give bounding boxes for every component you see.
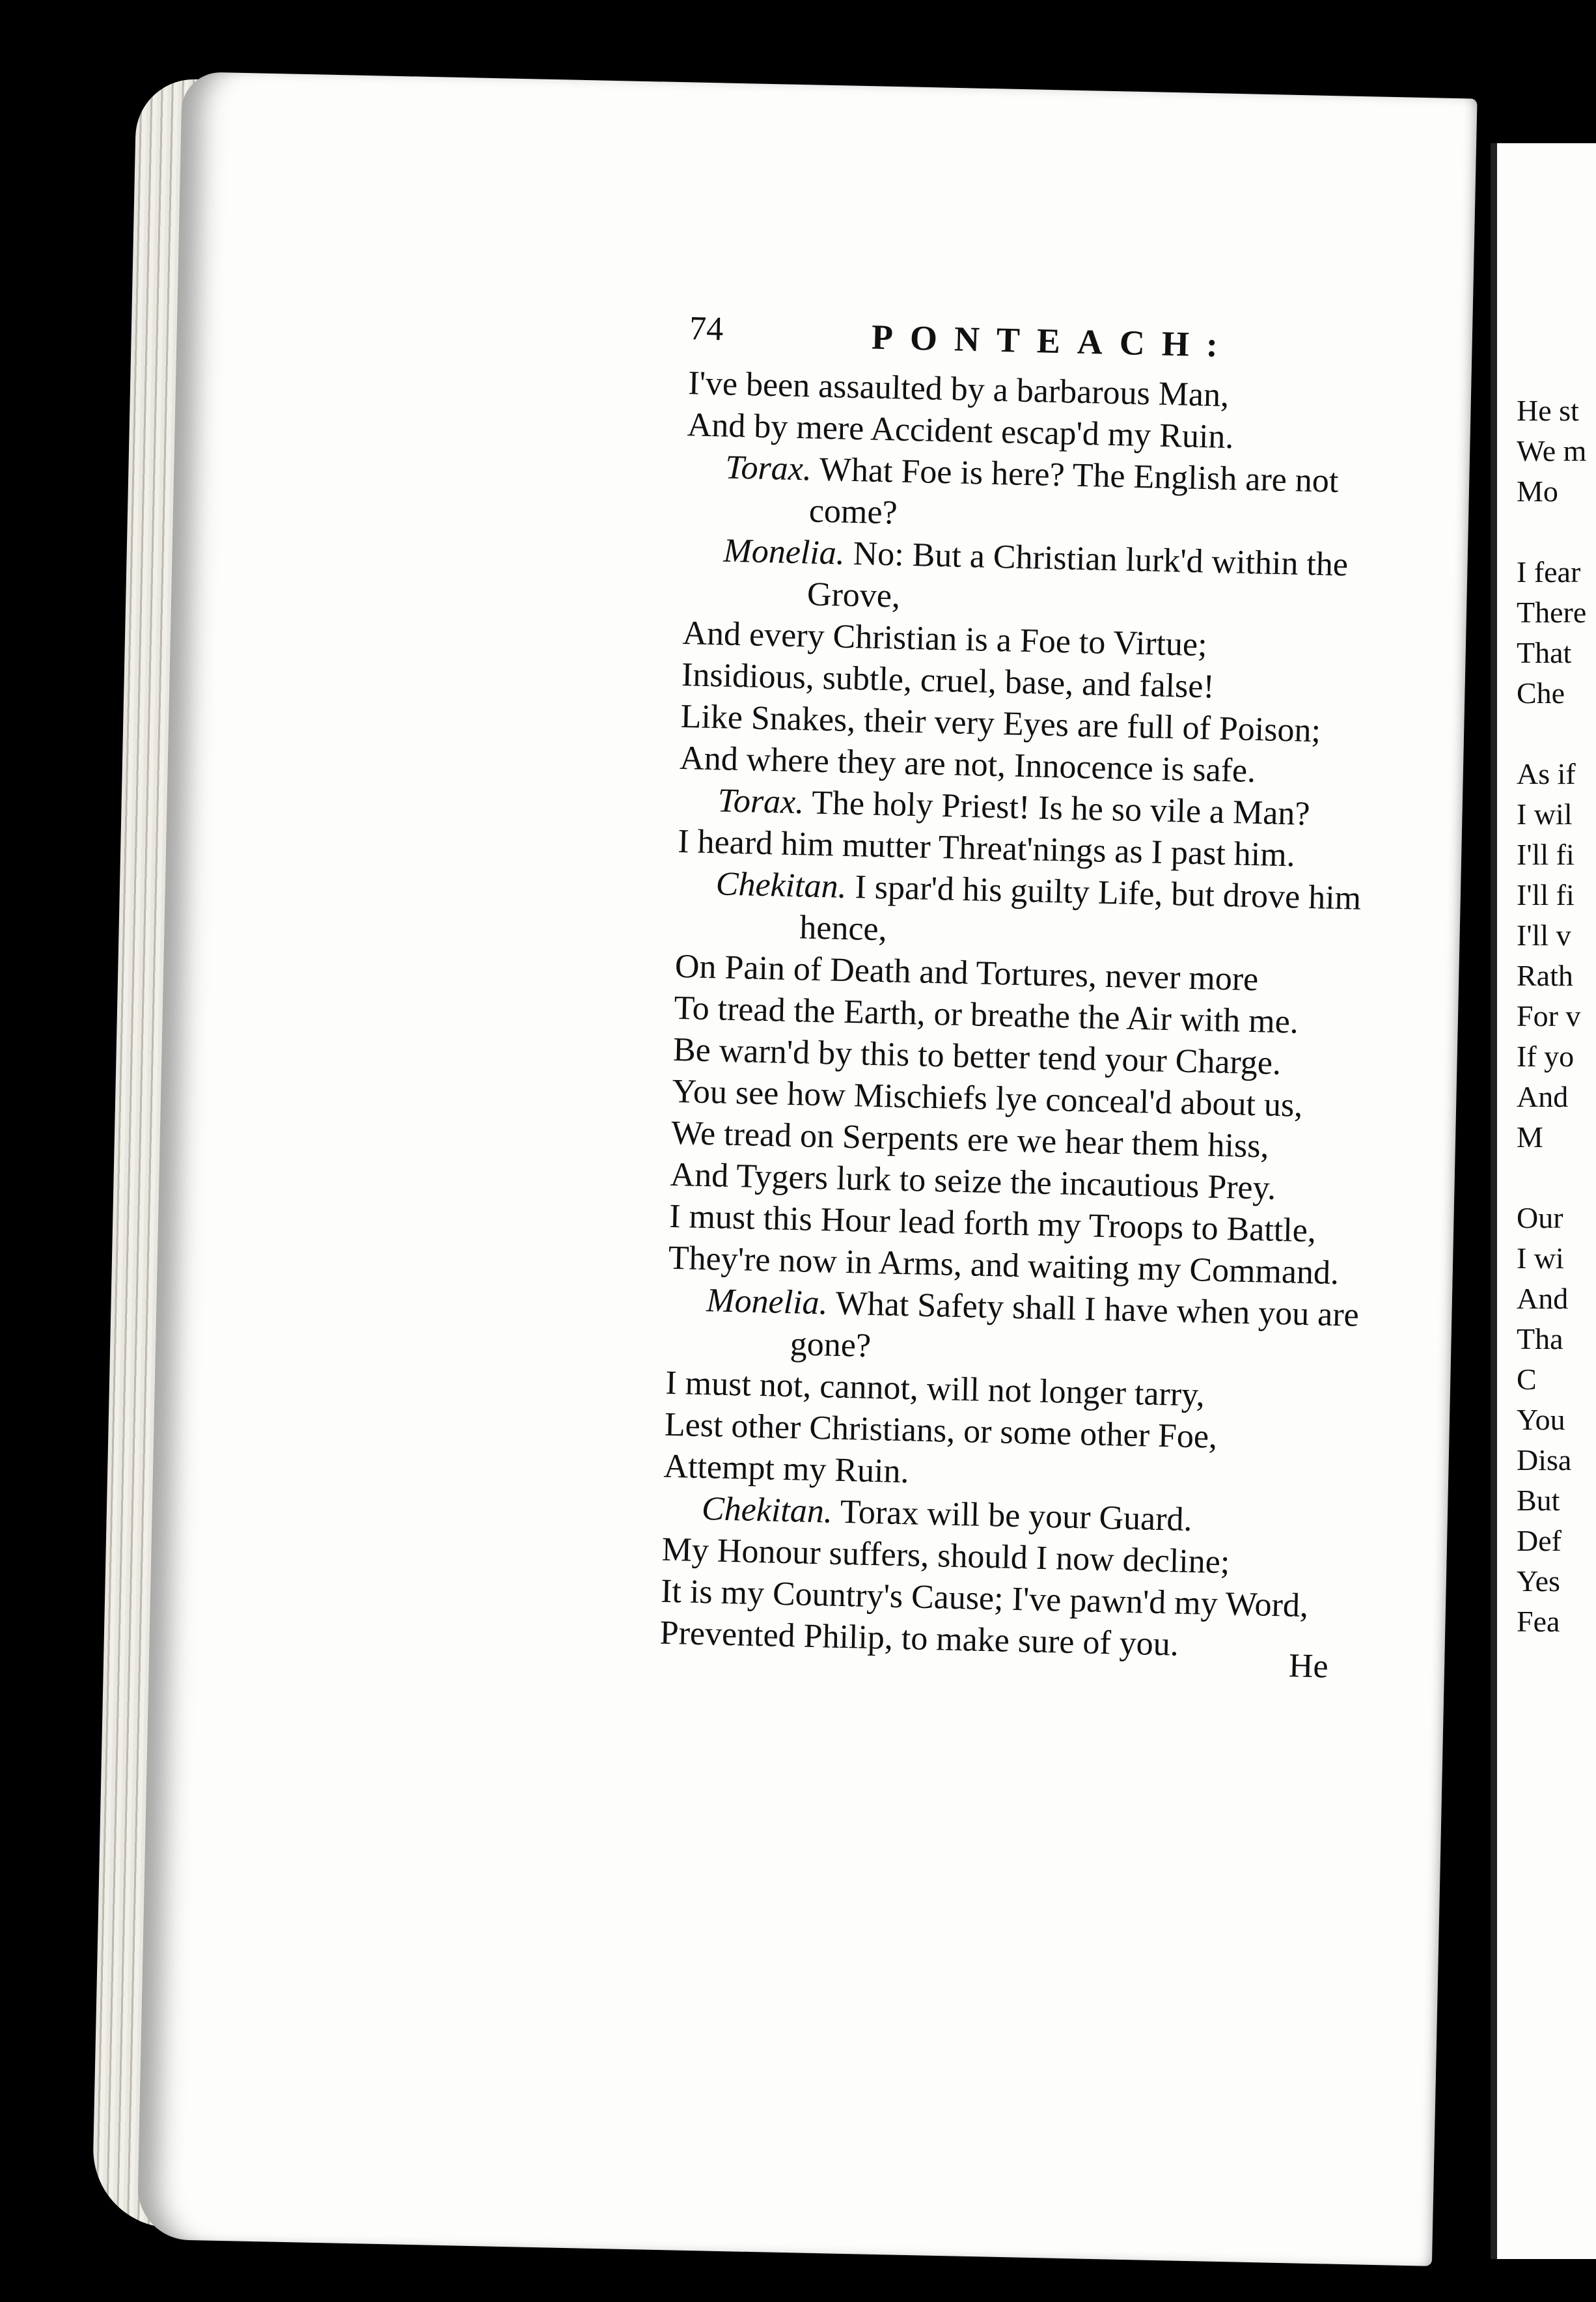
facing-page-line: I'll fi <box>1517 838 1575 871</box>
line-text: The holy Priest! Is he so vile a Man? <box>803 784 1311 833</box>
facing-page-line: Rath <box>1517 959 1573 992</box>
line-text: I spar'd his guilty Life, but drove him <box>846 868 1362 917</box>
speaker-name: Monelia. <box>722 532 846 572</box>
line-text: What Foe is here? The English are not <box>811 451 1339 500</box>
facing-page-line: Yes <box>1517 1564 1560 1598</box>
facing-page-text <box>1517 391 1596 1642</box>
facing-page-line: I wi <box>1517 1241 1564 1275</box>
facing-page-line: You <box>1517 1403 1565 1436</box>
line-text: Insidious, subtle, cruel, base, and false! <box>681 656 1215 706</box>
facing-page-line: As if <box>1517 757 1576 790</box>
line-text: What Safety shall I have when you are <box>827 1284 1360 1334</box>
page-number: 74 <box>689 310 724 348</box>
line-text: gone? <box>790 1325 872 1365</box>
line-text: And Tygers lurk to seize the incautious Prey. <box>670 1156 1276 1207</box>
line-text: And by mere Accident escap'd my Ruin. <box>687 406 1235 456</box>
facing-page-line: We m <box>1517 434 1587 467</box>
line-text: Like Snakes, their very Eyes are full of Poison; <box>680 698 1321 750</box>
facing-page-line: I fear <box>1517 555 1581 589</box>
line-text: My Honour suffers, should I now decline; <box>661 1531 1230 1581</box>
speaker-name: Monelia. <box>706 1282 829 1322</box>
line-text: hence, <box>799 909 888 949</box>
text-block <box>568 306 1445 1671</box>
facing-page-line: C <box>1517 1363 1537 1396</box>
line-text: Be warn'd by this to better tend your Charge. <box>672 1031 1282 1083</box>
facing-page-line: That <box>1517 636 1572 669</box>
facing-page-line: I'll v <box>1517 919 1571 952</box>
line-text: It is my Country's Cause; I've pawn'd my Word, <box>660 1572 1309 1625</box>
facing-page-line <box>1517 1158 1596 1198</box>
facing-page-line: And <box>1517 1282 1569 1315</box>
line-text: Prevented Philip, to make sure of you. <box>659 1614 1179 1663</box>
line-text: No: But a Christian lurk'd within the <box>844 534 1349 584</box>
facing-page-line: M <box>1517 1120 1543 1154</box>
facing-page-line: For v <box>1517 999 1581 1033</box>
catchword: He <box>1288 1647 1329 1685</box>
facing-page-line: I wil <box>1517 797 1573 831</box>
facing-page-line: Mo <box>1517 475 1558 508</box>
facing-page-line: Fea <box>1517 1605 1560 1638</box>
line-text: On Pain of Death and Tortures, never more <box>674 947 1259 999</box>
line-text: And every Christian is a Foe to Virtue; <box>681 615 1208 664</box>
line-text: I must this Hour lead forth my Troops to Battle, <box>668 1197 1317 1250</box>
verse-lines <box>568 361 1444 1671</box>
facing-page-line <box>1517 714 1596 754</box>
facing-page-line: There <box>1517 596 1587 629</box>
speaker-name: Chekitan. <box>701 1490 833 1531</box>
facing-page-line: Che <box>1517 676 1565 710</box>
facing-page-line: If yo <box>1517 1040 1575 1073</box>
line-text: come? <box>808 492 898 532</box>
facing-page-line: And <box>1517 1080 1569 1113</box>
line-text: Lest other Christians, or some other Foe, <box>664 1406 1218 1456</box>
speaker-name: Chekitan. <box>715 865 847 906</box>
line-text: Attempt my Ruin. <box>663 1447 910 1491</box>
speaker-name: Torax. <box>717 782 805 822</box>
line-text: I heard him mutter Threat'nings as I past him. <box>677 822 1296 874</box>
line-text: Grove, <box>806 576 901 615</box>
facing-page-line: Def <box>1517 1524 1562 1557</box>
facing-page-line: Tha <box>1517 1322 1563 1355</box>
line-text: Torax will be your Guard. <box>832 1493 1193 1539</box>
facing-page-line: I'll fi <box>1517 878 1575 911</box>
line-text: I must not, cannot, will not longer tarry, <box>665 1364 1205 1414</box>
line-text: You see how Mischiefs lye conceal'd about us, <box>672 1072 1303 1124</box>
running-head: PONTEACH: <box>871 317 1235 365</box>
line-text: And where they are not, Innocence is safe. <box>679 740 1256 790</box>
facing-page-line: Our <box>1517 1201 1563 1234</box>
speaker-name: Torax. <box>724 449 812 488</box>
line-text: I've been assaulted by a barbarous Man, <box>687 365 1230 414</box>
line-text: To tread the Earth, or breathe the Air with me. <box>673 989 1299 1041</box>
facing-page-line: He st <box>1517 394 1579 427</box>
facing-page-line: Disa <box>1517 1443 1572 1477</box>
line-text: We tread on Serpents ere we hear them hiss, <box>670 1114 1270 1165</box>
line-text: They're now in Arms, and waiting my Command. <box>668 1239 1340 1292</box>
facing-page-line <box>1517 512 1596 552</box>
facing-page-line: But <box>1517 1484 1560 1517</box>
